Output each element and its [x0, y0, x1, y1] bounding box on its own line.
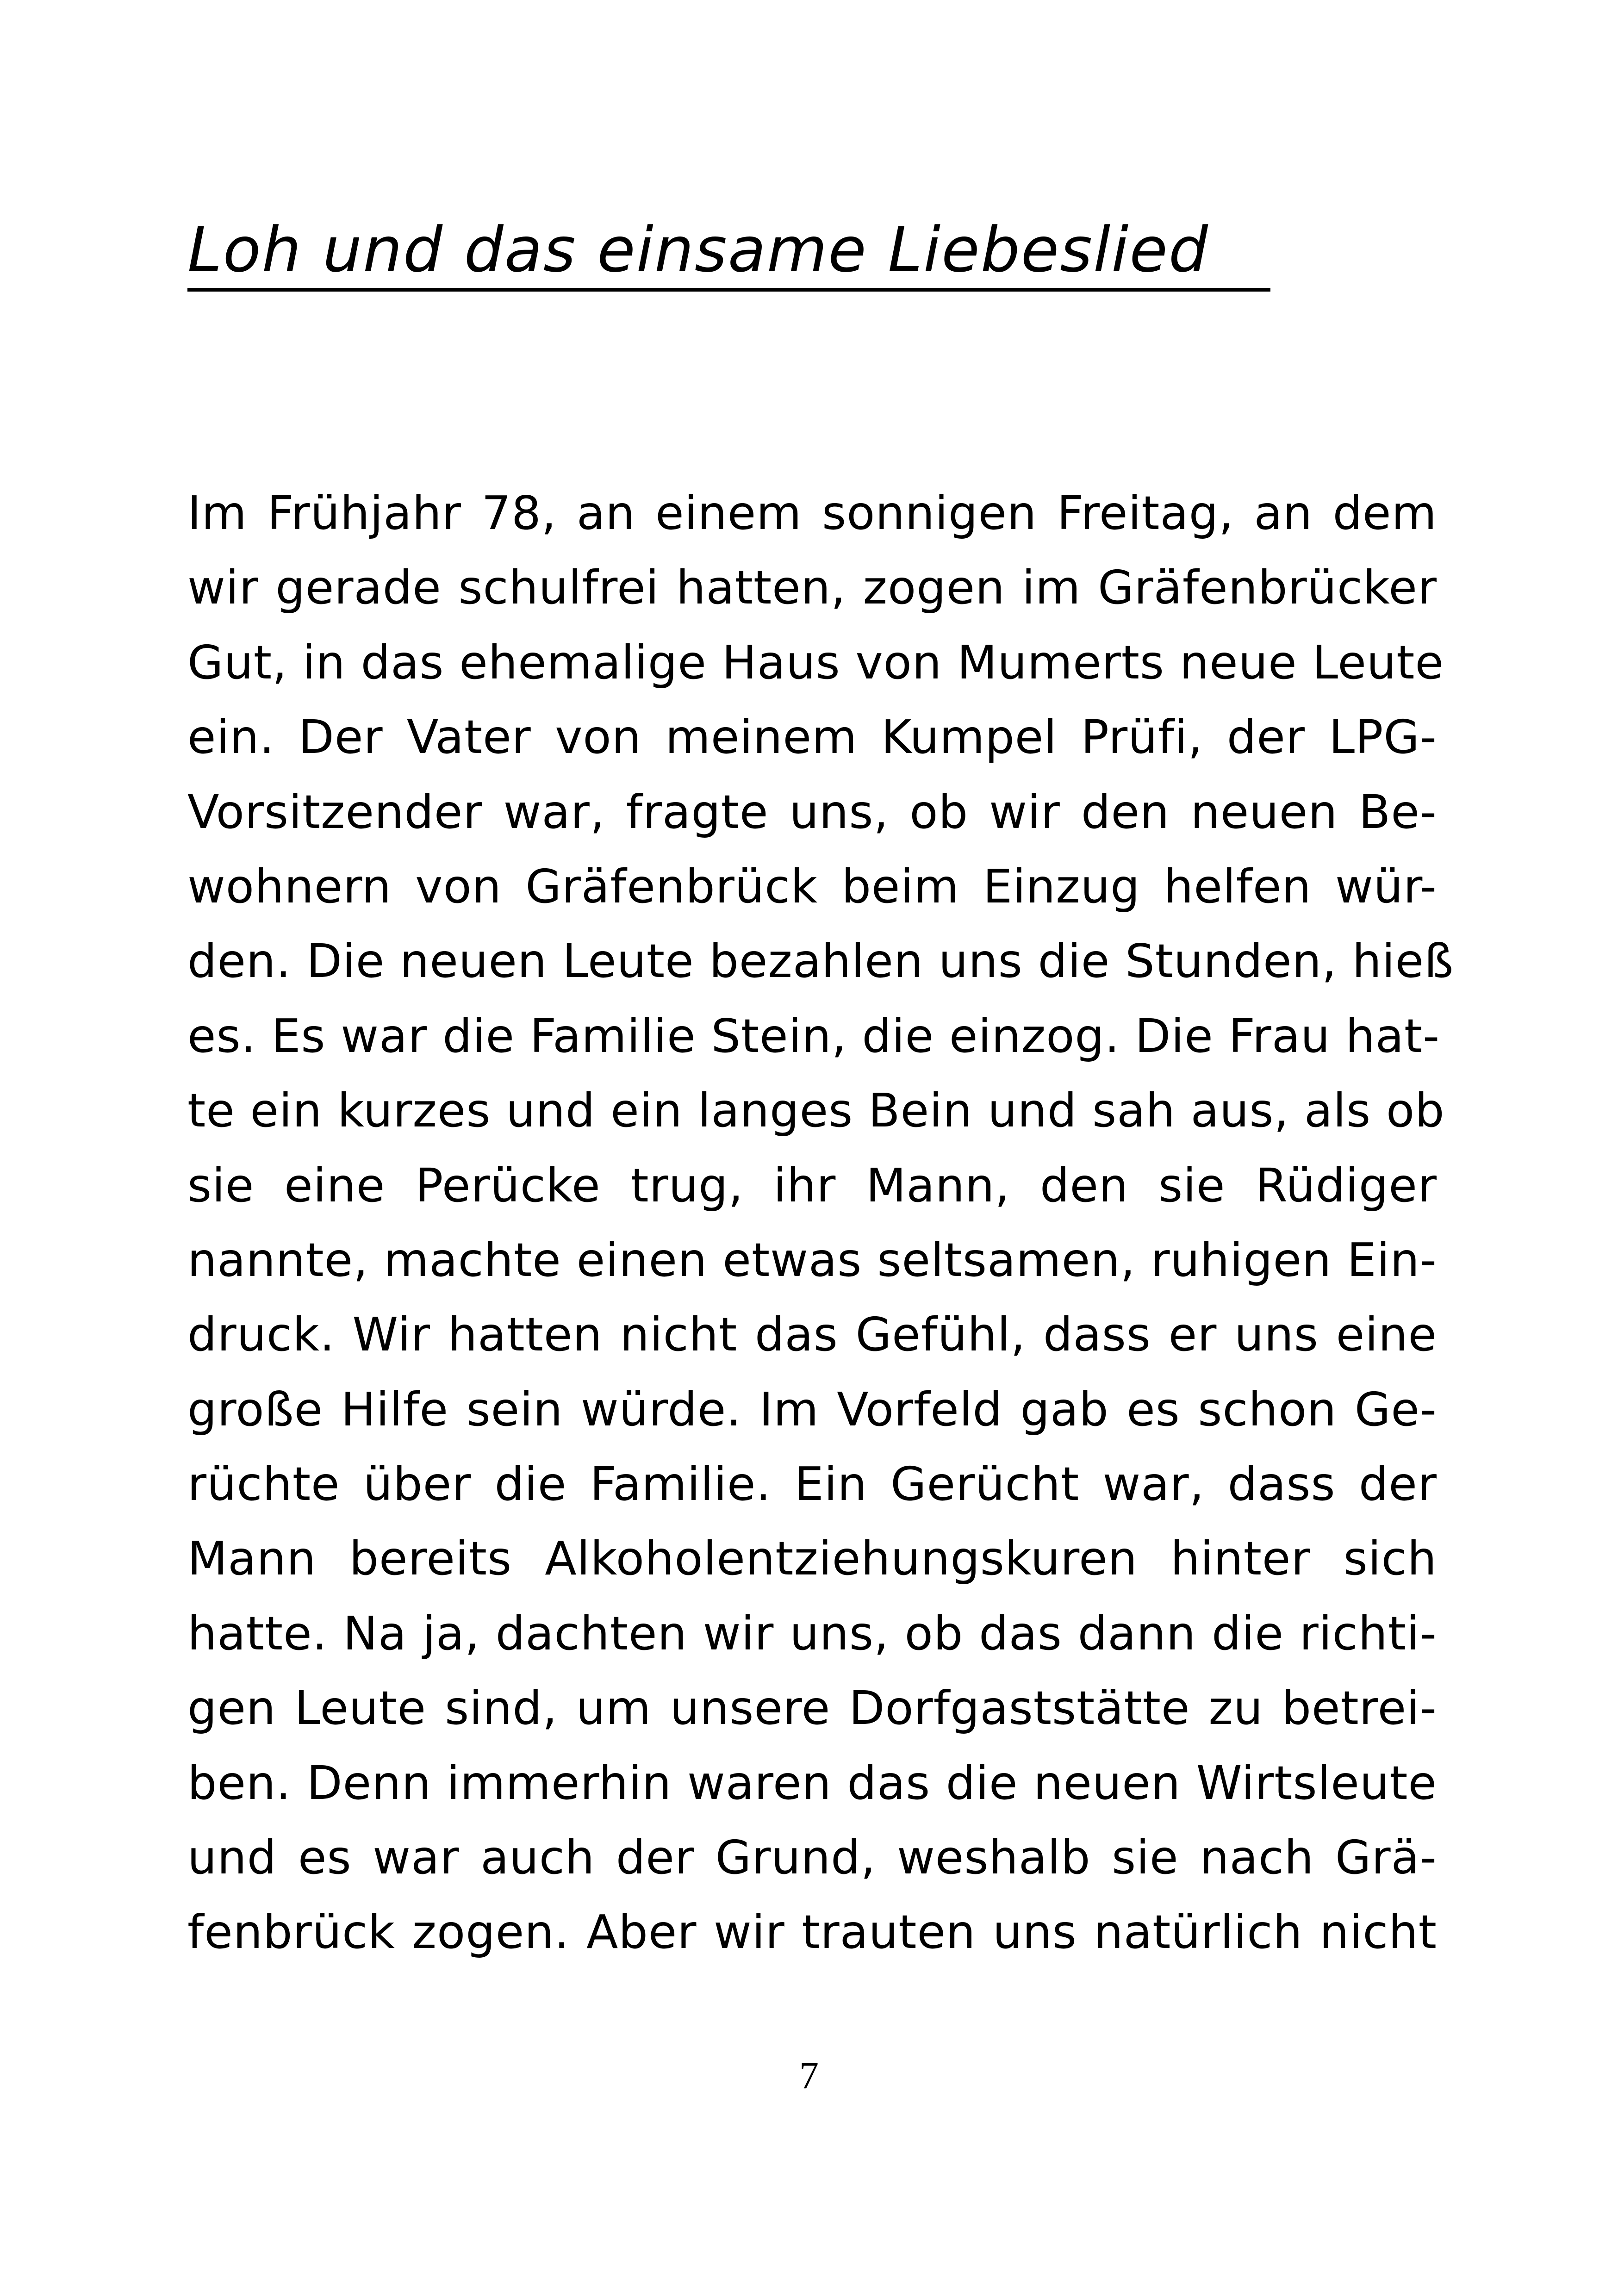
body-line: es. Es war die Familie Stein, die einzog. Die Frau hat-: [187, 1008, 1440, 1063]
body-line: te ein kurzes und ein langes Bein und sah aus, als ob: [187, 1083, 1445, 1138]
body-line: wohnern von Gräfenbrück beim Einzug helfen wür-: [187, 859, 1437, 914]
body-line: gen Leute sind, um unsere Dorfgaststätte zu betrei-: [187, 1681, 1437, 1736]
body-line: fenbrück zogen. Aber wir trauten uns natürlich nicht: [187, 1905, 1437, 1960]
title-underline: [187, 288, 1270, 292]
chapter-title: Loh und das einsame Liebeslied: [187, 214, 1209, 286]
body-line: und es war auch der Grund, weshalb sie nach Grä-: [187, 1830, 1437, 1885]
body-line: Mann bereits Alkoholentziehungskuren hinter sich: [187, 1531, 1437, 1586]
body-line: nannte, machte einen etwas seltsamen, ruhigen Ein-: [187, 1232, 1437, 1287]
page-number: 7: [799, 2054, 819, 2097]
body-line: den. Die neuen Leute bezahlen uns die Stunden, hieß: [187, 934, 1454, 989]
body-line: sie eine Perücke trug, ihr Mann, den sie Rüdiger: [187, 1158, 1437, 1213]
body-line: hatte. Na ja, dachten wir uns, ob das dann die richti-: [187, 1606, 1437, 1661]
body-line: Im Frühjahr 78, an einem sonnigen Freitag, an dem: [187, 486, 1437, 540]
body-line: rüchte über die Familie. Ein Gerücht war, dass der: [187, 1457, 1437, 1512]
body-text: [187, 476, 1454, 1970]
body-line: ein. Der Vater von meinem Kumpel Prüfi, der LPG-: [187, 710, 1437, 765]
body-line: druck. Wir hatten nicht das Gefühl, dass er uns eine: [187, 1307, 1437, 1362]
body-line: wir gerade schulfrei hatten, zogen im Gräfenbrücker: [187, 560, 1437, 615]
body-line: ben. Denn immerhin waren das die neuen Wirtsleute: [187, 1755, 1437, 1810]
body-line: Vorsitzender war, fragte uns, ob wir den neuen Be-: [187, 784, 1437, 839]
body-line: große Hilfe sein würde. Im Vorfeld gab es schon Ge-: [187, 1382, 1437, 1437]
body-line: Gut, in das ehemalige Haus von Mumerts neue Leute: [187, 635, 1444, 690]
